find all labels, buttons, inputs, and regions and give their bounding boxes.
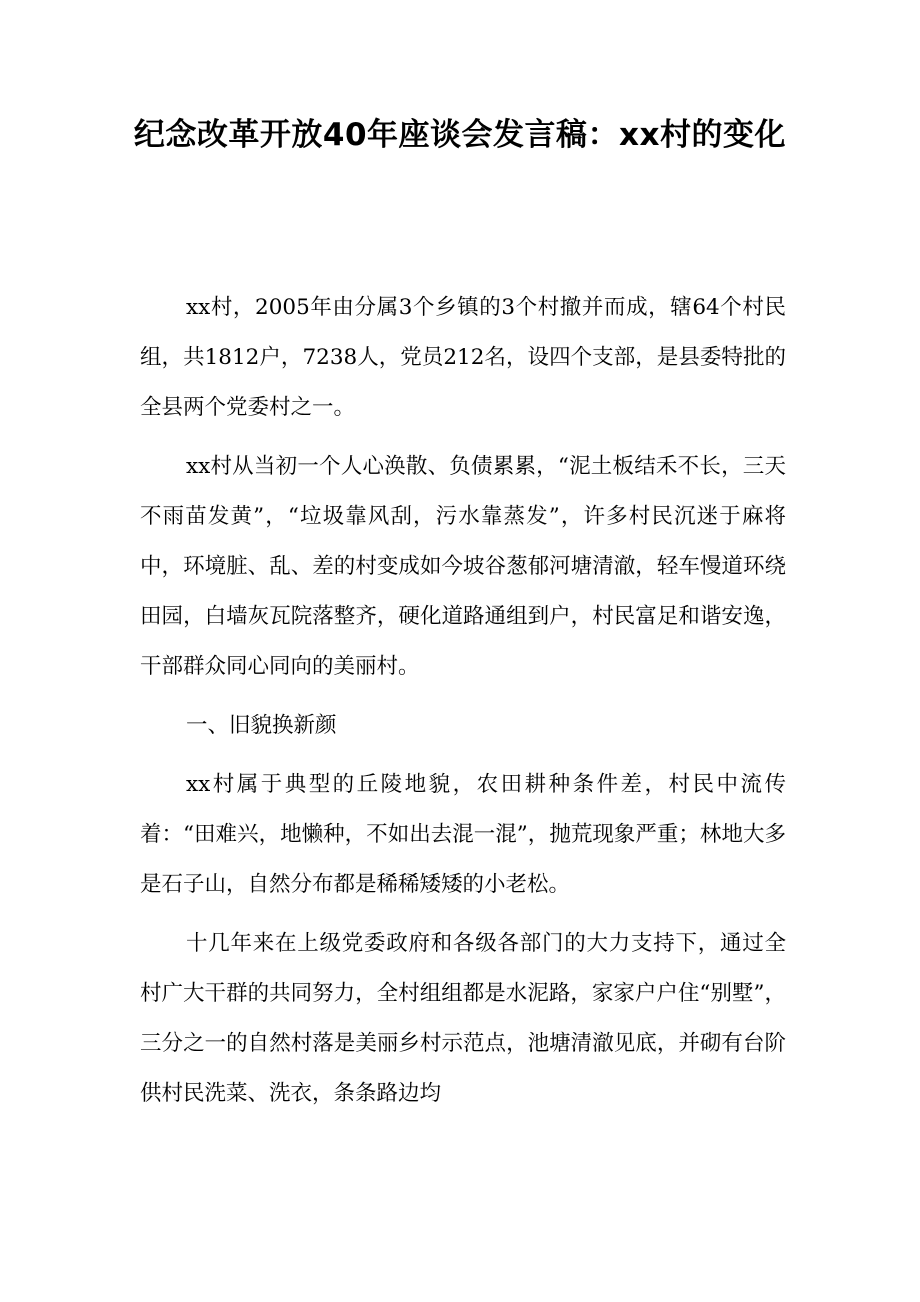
paragraph-progress: 十几年来在上级党委政府和各级各部门的大力支持下，通过全村广大干群的共同努力，全村组组都是水泥路，家家户户住“别墅”，三分之一的自然村落是美丽乡村示范点，池塘清澈见底，并砌有台阶供村民洗菜、洗衣，条条路边均 bbox=[140, 931, 786, 1106]
document-title: 纪念改革开放40年座谈会发言稿：xx村的变化 bbox=[133, 117, 787, 153]
document-body bbox=[140, 283, 786, 1128]
paragraph-intro: xx村，2005年由分属3个乡镇的3个村撤并而成，辖64个村民组，共1812户，7238人，党员212名，设四个支部，是县委特批的全县两个党委村之一。 bbox=[140, 295, 786, 420]
paragraph-transformation: xx村从当初一个人心涣散、负债累累，“泥土板结禾不长，三天不雨苗发黄”，“垃圾靠风刮，污水靠蒸发”，许多村民沉迷于麻将中，环境脏、乱、差的村变成如今坡谷葱郁河塘清澈，轻车慢道环绕田园，白墙灰瓦院落整齐，硬化道路通组到户，村民富足和谐安逸，干部群众同心同向的美丽村。 bbox=[140, 454, 786, 679]
section-heading: 一、旧貌换新颜 bbox=[186, 713, 337, 738]
paragraph-terrain: xx村属于典型的丘陵地貌，农田耕种条件差，村民中流传着：“田难兴，地懒种，不如出去混一混”，抛荒现象严重；林地大多是石子山，自然分布都是稀稀矮矮的小老松。 bbox=[140, 772, 786, 897]
